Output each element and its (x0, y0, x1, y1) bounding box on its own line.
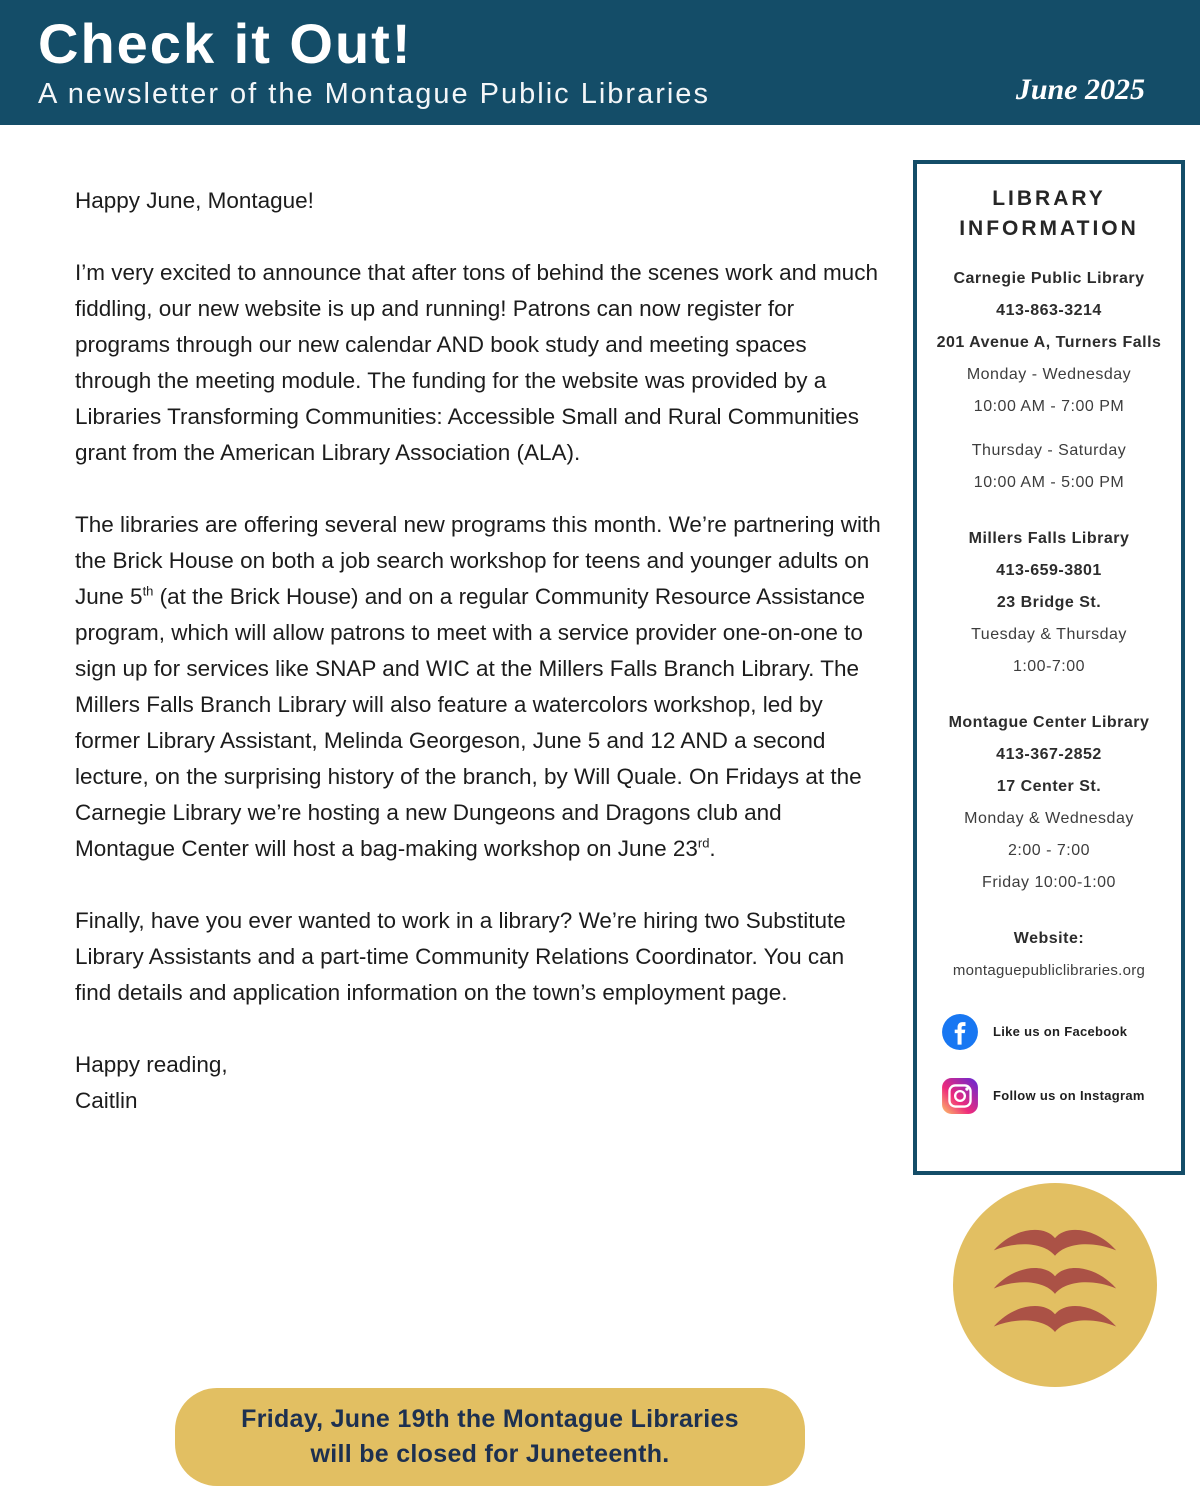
letter-paragraph-1: I’m very excited to announce that after tons of behind the scenes work and much fiddling, our new website is up and running! Patrons can now register for programs through our new calendar AND book study and meeting spaces through the meeting module. The funding for the website was provided by a Libraries Transforming Communities: Accessible Small and Rural Communities grant from the American Library Association (ALA). (75, 260, 878, 465)
letter-greeting: Happy June, Montague! (75, 188, 314, 213)
library-hours-line: 10:00 AM - 5:00 PM (973, 473, 1125, 491)
library-hours-line: Friday 10:00-1:00 (982, 873, 1116, 891)
library-entry-millers-falls (927, 523, 1171, 683)
library-phone: 413-863-3214 (996, 301, 1102, 319)
library-info-panel (913, 160, 1185, 1175)
letter-closing: Happy reading, (75, 1052, 228, 1077)
facebook-label: Like us on Facebook (993, 1024, 1128, 1040)
library-name: Millers Falls Library (968, 529, 1130, 547)
letter-paragraph-2: The libraries are offering several new programs this month. We’re partnering with the Brick House on both a job search workshop for teens and younger adults on June 5th (at the Brick House) and on a regular Community Resource Assistance program, which will allow patrons to meet with a service provider one-on-one to sign up for services like SNAP and WIC at the Millers Falls Branch Library. The Millers Falls Branch Library will also feature a watercolors workshop, led by former Library Assistant, Melinda Georgeson, June 5 and 12 AND a second lecture, on the surprising history of the branch, by Will Quale. On Fridays at the Carnegie Library we’re hosting a new Dungeons and Dragons club and Montague Center will host a bag-making workshop on June 23rd. (75, 512, 881, 861)
newsletter-header (0, 0, 1200, 125)
issue-date: June 2025 (1015, 73, 1145, 106)
social-links (941, 1013, 1171, 1115)
library-address: 17 Center St. (996, 777, 1102, 795)
juneteenth-banner (175, 1388, 805, 1486)
library-name: Carnegie Public Library (953, 269, 1145, 287)
library-hours-line: Monday - Wednesday (966, 365, 1132, 383)
library-hours-line: Tuesday & Thursday (971, 625, 1127, 643)
library-entry-montague-center (927, 707, 1171, 899)
letter-body (75, 183, 883, 1119)
letter-signature: Caitlin (75, 1088, 138, 1113)
main-content (0, 125, 1200, 1175)
library-phone: 413-659-3801 (996, 561, 1102, 579)
library-hours-group (927, 619, 1171, 683)
library-hours-line: 10:00 AM - 7:00 PM (973, 397, 1125, 415)
letter-paragraph-3: Finally, have you ever wanted to work in a library? We’re hiring two Substitute Library Assistants and a part-time Community Relations Coordinator. You can find details and application information on the town’s employment page. (75, 908, 846, 1005)
library-address: 201 Avenue A, Turners Falls (936, 333, 1162, 351)
library-hours-group (927, 435, 1171, 499)
instagram-icon (941, 1077, 979, 1115)
banner-text-line-2: will be closed for Juneteenth. (310, 1440, 670, 1468)
website-label: Website: (1013, 929, 1085, 947)
newsletter-subtitle: A newsletter of the Montague Public Libraries (38, 78, 710, 110)
instagram-link[interactable] (941, 1077, 1171, 1115)
facebook-icon (941, 1013, 979, 1051)
library-phone: 413-367-2852 (996, 745, 1102, 763)
library-entry-carnegie (927, 263, 1171, 499)
banner-text-line-1: Friday, June 19th the Montague Libraries (241, 1405, 739, 1433)
library-hours-group (927, 359, 1171, 423)
library-address: 23 Bridge St. (996, 593, 1102, 611)
open-book-icon (987, 1223, 1123, 1348)
library-hours-group (927, 803, 1171, 899)
website-link[interactable]: montaguepubliclibraries.org (952, 961, 1146, 979)
website-block (927, 923, 1171, 987)
newsletter-title: Check it Out! (38, 12, 413, 76)
header-title-block (38, 12, 710, 111)
library-hours-line: Monday & Wednesday (964, 809, 1134, 827)
library-info-title: LIBRARY INFORMATION (959, 187, 1139, 241)
library-hours-line: 1:00-7:00 (1012, 657, 1086, 675)
library-hours-line: 2:00 - 7:00 (1008, 841, 1090, 859)
library-logo (953, 1183, 1157, 1387)
facebook-link[interactable] (941, 1013, 1171, 1051)
library-hours-line: Thursday - Saturday (971, 441, 1127, 459)
instagram-label: Follow us on Instagram (993, 1088, 1145, 1104)
letter-closing-block (75, 1047, 883, 1119)
library-name: Montague Center Library (948, 713, 1150, 731)
